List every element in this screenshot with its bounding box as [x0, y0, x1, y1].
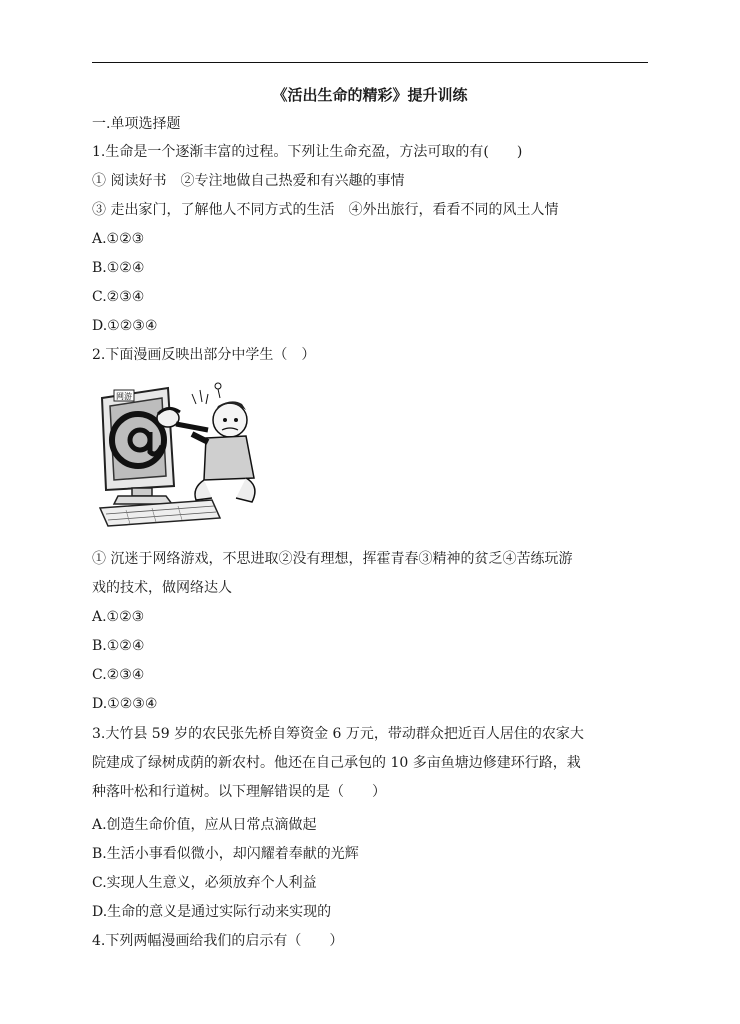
q3-stem-3: 种落叶松和行道树。以下理解错误的是（ ）	[92, 784, 386, 800]
internet-addiction-cartoon	[96, 380, 272, 528]
q3-option-a: A.创造生命价值，应从日常点滴做起	[92, 817, 317, 833]
monitor-label: 网游	[116, 392, 132, 401]
q2-statements-2: 戏的技术，做网络达人	[92, 580, 232, 596]
q2-stem: 2.下面漫画反映出部分中学生（ ）	[92, 347, 316, 363]
q3-option-d: D.生命的意义是通过实际行动来实现的	[92, 904, 332, 920]
q2-option-d: D.①②③④	[92, 696, 158, 712]
q1-option-d: D.①②③④	[92, 318, 158, 334]
q3-stem-1: 3.大竹县 59 岁的农民张先桥自筹资金 6 万元，带动群众把近百人居住的农家大	[92, 726, 584, 742]
header-rule	[92, 62, 648, 63]
q3-stem-2: 院建成了绿树成荫的新农村。他还在自己承包的 10 多亩鱼塘边修建环行路，栽	[92, 755, 581, 771]
q2-option-b: B.①②④	[92, 638, 145, 654]
q1-option-b: B.①②④	[92, 260, 145, 276]
q2-option-a: A.①②③	[92, 609, 145, 625]
q1-option-c: C.②③④	[92, 289, 145, 305]
q1-option-a: A.①②③	[92, 231, 145, 247]
q1-statements-1: ① 阅读好书 ②专注地做自己热爱和有兴趣的事情	[92, 173, 405, 189]
q3-option-b: B.生活小事看似微小，却闪耀着奉献的光辉	[92, 846, 359, 862]
q1-statements-2: ③ 走出家门，了解他人不同方式的生活 ④外出旅行，看看不同的风土人情	[92, 202, 559, 218]
q3-option-c: C.实现人生意义，必须放弃个人利益	[92, 875, 317, 891]
q1-stem: 1.生命是一个逐渐丰富的过程。下列让生命充盈，方法可取的有( )	[92, 144, 523, 160]
q2-option-c: C.②③④	[92, 667, 145, 683]
section-heading: 一.单项选择题	[92, 116, 181, 132]
document-title: 《活出生命的精彩》提升训练	[272, 86, 468, 104]
q4-stem: 4.下列两幅漫画给我们的启示有（ ）	[92, 933, 344, 949]
q2-statements-1: ① 沉迷于网络游戏，不思进取②没有理想，挥霍青春③精神的贫乏④苦练玩游	[92, 551, 573, 567]
